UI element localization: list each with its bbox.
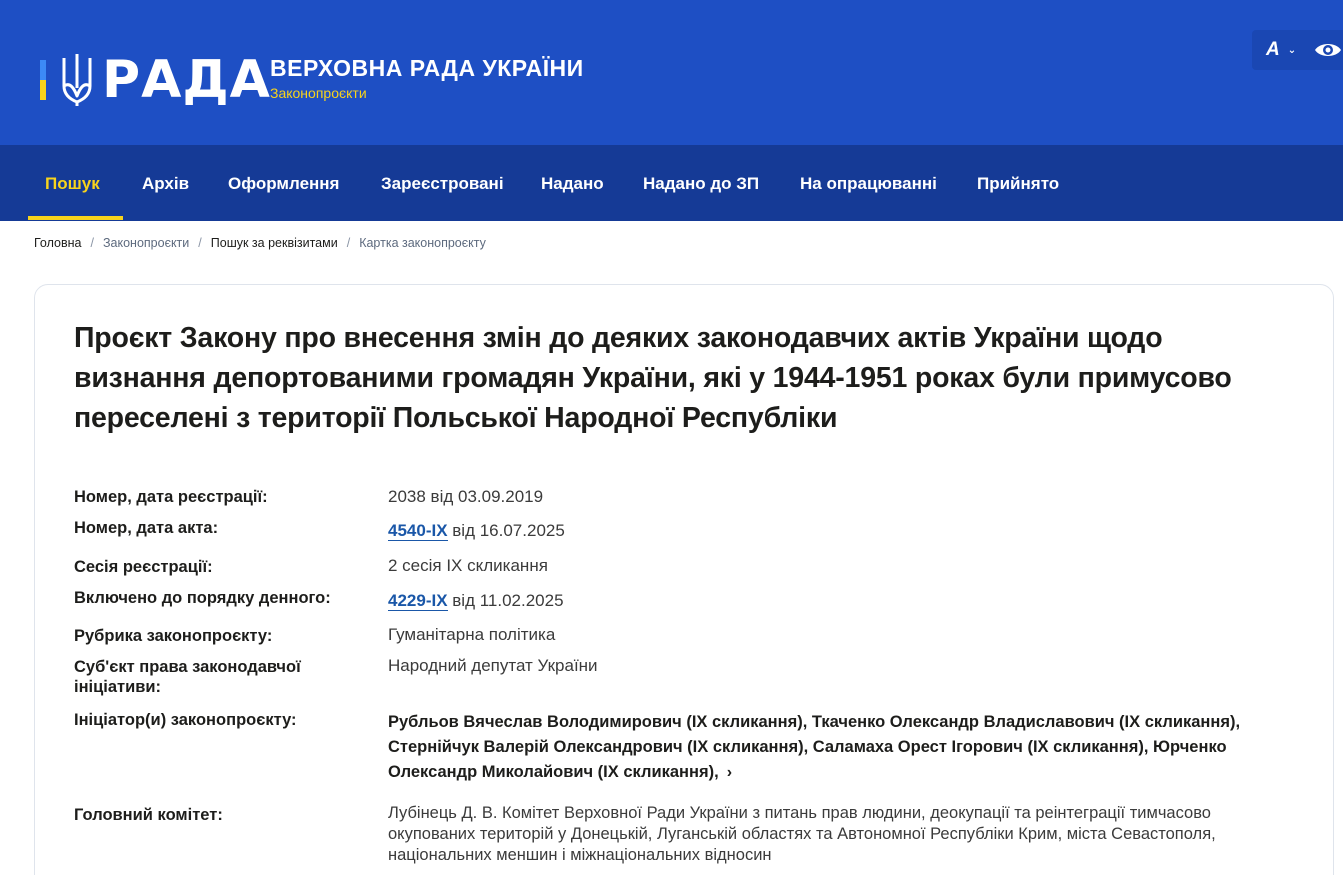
field-label-agenda: Включено до порядку денного: <box>74 589 331 607</box>
active-nav-indicator <box>28 216 123 220</box>
ukraine-flag-icon <box>40 60 46 100</box>
act-number-link[interactable]: 4540-IX <box>388 521 448 540</box>
nav-item-search[interactable]: Пошук <box>45 174 100 193</box>
breadcrumb-separator: / <box>346 236 351 250</box>
nav-item-provided[interactable]: Надано <box>541 174 604 193</box>
field-label-act: Номер, дата акта: <box>74 519 219 537</box>
field-label-registration: Номер, дата реєстрації: <box>74 488 268 506</box>
field-value-registration: 2038 від 03.09.2019 <box>388 487 544 506</box>
nav-item-adopted[interactable]: Прийнято <box>977 174 1060 193</box>
field-value-agenda <box>388 590 564 611</box>
site-subtitle[interactable]: Законопроєкти <box>270 85 367 101</box>
field-label-committee: Головний комітет: <box>74 806 223 824</box>
nav-item-formatting[interactable]: Оформлення <box>228 174 340 193</box>
field-value-rubric: Гуманітарна політика <box>388 625 556 644</box>
agenda-number-link[interactable]: 4229-IX <box>388 591 448 610</box>
act-date: від 16.07.2025 <box>447 521 565 540</box>
field-label-session: Сесія реєстрації: <box>74 558 213 576</box>
field-value-committee: Лубінець Д. В. Комітет Верховної Ради України з питань прав людини, деокупації та реінтеграції тимчасово окупованих територій у Донецькій, Луганській областях та Автономної Республіки Крим, міста Севастополя, національних меншин і міжнаціональних відносин <box>388 804 1216 864</box>
site-title[interactable]: ВЕРХОВНА РАДА УКРАЇНИ <box>270 55 584 81</box>
breadcrumb <box>34 236 486 250</box>
field-label-subject: Суб'єкт права законодавчої ініціативи: <box>74 658 301 696</box>
field-value-act <box>388 520 565 541</box>
breadcrumb-search[interactable]: Пошук за реквізитами <box>210 236 338 250</box>
nav-item-in-progress[interactable]: На опрацюванні <box>800 174 937 193</box>
field-value-initiators <box>388 710 1308 785</box>
nav-item-archive[interactable]: Архів <box>142 174 190 193</box>
eye-icon[interactable] <box>1314 39 1342 61</box>
breadcrumb-bills[interactable]: Законопроєкти <box>102 236 190 250</box>
field-value-session: 2 сесія IX скликання <box>388 556 548 575</box>
main-nav <box>0 145 1343 221</box>
field-label-rubric: Рубрика законопроєкту: <box>74 627 273 645</box>
nav-item-provided-to-zp[interactable]: Надано до ЗП <box>643 174 760 193</box>
breadcrumb-home[interactable]: Головна <box>34 236 82 250</box>
breadcrumb-current: Картка законопроєкту <box>359 236 486 250</box>
bill-title: Проєкт Закону про внесення змін до деяких законодавчих актів України щодо визнання депортованими громадян України, які у 1944-1951 роках були примусово переселені з території Польської Народної Республіки <box>74 322 1232 434</box>
breadcrumb-separator: / <box>90 236 94 250</box>
field-label-initiators: Ініціатор(и) законопроєкту: <box>74 711 297 729</box>
agenda-date: від 11.02.2025 <box>447 591 564 610</box>
breadcrumb-separator: / <box>198 236 202 250</box>
site-header <box>0 0 1343 145</box>
accessibility-tools <box>1252 30 1343 70</box>
nav-item-registered[interactable]: Зареєстровані <box>381 174 504 193</box>
field-value-subject: Народний депутат України <box>388 656 598 675</box>
font-size-button[interactable] <box>1266 39 1296 61</box>
logo-text: РАДА <box>102 50 271 110</box>
initiators-list: Рубльов Вячеслав Володимирович (IX скликання), Ткаченко Олександр Владиславович (IX скликання), Стернійчук Валерій Олександрович (IX скликання), Саламаха Орест Ігорович (IX скликання), Юрченко Олександр Миколайович (IX скликання), <box>388 713 1241 781</box>
font-size-label: A <box>1266 39 1280 60</box>
chevron-down-icon: ⌄ <box>1287 44 1297 56</box>
trident-icon <box>60 52 94 108</box>
chevron-right-icon[interactable]: › <box>726 764 733 781</box>
site-logo[interactable] <box>40 50 271 110</box>
